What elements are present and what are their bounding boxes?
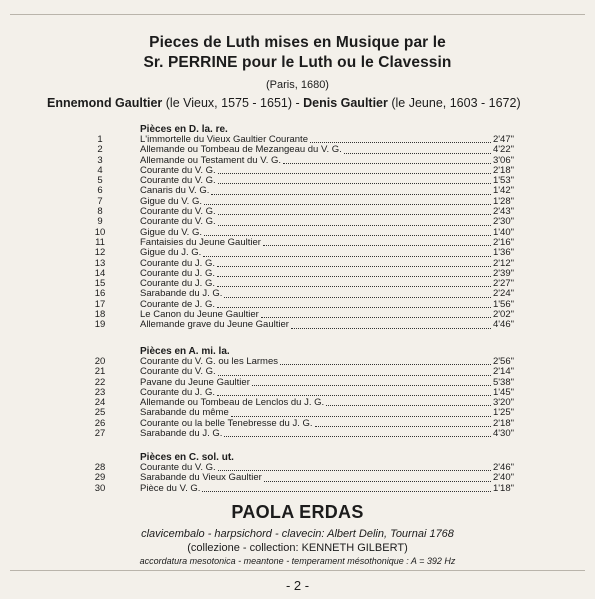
dot-leader <box>315 425 491 427</box>
track-number: 4 <box>97 164 103 176</box>
track-duration: 2'39" <box>492 267 514 279</box>
track-duration: 1'45" <box>492 386 514 398</box>
dot-leader <box>224 296 491 298</box>
dot-leader <box>218 182 491 184</box>
section-title: Pièces en D. la. re. <box>140 124 228 135</box>
dot-leader <box>280 363 491 365</box>
dot-leader <box>203 255 491 257</box>
track-title: Courante du V. G. <box>140 206 216 218</box>
track-duration: 1'40" <box>492 226 514 238</box>
dot-leader <box>310 141 491 143</box>
dot-leader <box>291 327 491 329</box>
performer-instrument: clavicembalo - harpsichord - clavecin: Albert Delin, Tournai 1768 <box>141 528 454 540</box>
track-title: Allemande ou Tombeau de Mezangeau du V. G. <box>140 144 342 156</box>
track-title: Gigue du J. G. <box>140 247 202 259</box>
track-title: Pavane du Jeune Gaultier <box>140 376 250 388</box>
composer-2-desc: (le Jeune, 1603 - 1672) <box>387 96 521 110</box>
track-duration: 1'25" <box>492 407 514 419</box>
track-number: 3 <box>97 154 103 166</box>
track-number: 11 <box>95 236 105 248</box>
track-duration: 1'18" <box>492 482 514 494</box>
track-number: 1 <box>97 134 103 145</box>
track-title: Gigue du V. G. <box>140 226 202 238</box>
tuning-note: accordatura mesotonica - meantone - temperament mésothonique : A = 392 Hz <box>139 556 456 566</box>
track-title: Gigue du V. G. <box>140 195 202 207</box>
heading-line-1: Pieces de Luth mises en Musique par le <box>149 34 446 51</box>
track-title: Sarabande du J. G. <box>140 428 223 440</box>
dot-leader <box>263 244 491 246</box>
track-title: Sarabande du même <box>140 407 229 419</box>
dot-leader <box>217 285 491 287</box>
track-number: 17 <box>94 298 106 310</box>
track-duration: 2'47" <box>492 134 514 145</box>
track-title: Courante du V. G. <box>140 216 216 228</box>
dot-leader <box>264 480 491 482</box>
dot-leader <box>217 306 491 308</box>
heading-subtitle: (Paris, 1680) <box>266 79 329 91</box>
track-title: Fantaisies du Jeune Gaultier <box>140 236 261 248</box>
dot-leader <box>204 234 491 236</box>
track-duration: 2'18" <box>492 417 514 429</box>
track-title: L'immortelle du Vieux Gaultier Courante <box>140 134 308 145</box>
track-number: 22 <box>94 376 106 388</box>
dot-leader <box>218 469 491 471</box>
track-duration: 2'56" <box>492 356 514 367</box>
track-title: Courante du V. G. <box>140 175 216 187</box>
track-row <box>82 484 514 494</box>
track-duration: 1'56" <box>492 298 514 310</box>
track-title: Courante du V. G. <box>140 164 216 176</box>
track-duration: 1'36" <box>492 247 514 259</box>
composers-line <box>47 96 521 110</box>
heading-line-2: Sr. PERRINE pour le Luth ou le Clavessin <box>143 54 452 71</box>
dot-leader <box>326 404 491 406</box>
track-title: Allemande grave du Jeune Gaultier <box>140 319 289 331</box>
track-title: Courante ou la belle Tenebresse du J. G. <box>140 417 313 429</box>
track-title: Courante du V. G. <box>140 366 216 378</box>
composer-1-name: Ennemond Gaultier <box>47 96 163 110</box>
track-duration: 4'46" <box>492 319 514 331</box>
track-duration: 5'38" <box>492 376 514 388</box>
track-title: Courante du J. G. <box>140 386 215 398</box>
dot-leader <box>211 193 491 195</box>
composer-2-name: Denis Gaultier <box>303 96 388 110</box>
track-title: Allemande ou Tombeau de Lenclos du J. G. <box>140 397 325 409</box>
track-title: Courante du V. G. ou les Larmes <box>140 356 279 367</box>
instrument-collection: (collezione - collection: KENNETH GILBERT) <box>187 542 408 554</box>
track-number: 30 <box>94 482 106 494</box>
section-title: Pièces en C. sol. ut. <box>140 452 234 463</box>
track-duration: 2'12" <box>492 257 514 269</box>
track-title: Courante de J. G. <box>140 298 215 310</box>
track-title: Sarabande du Vieux Gaultier <box>140 472 262 484</box>
dot-leader <box>218 224 491 226</box>
section-title: Pièces en A. mi. la. <box>140 346 230 357</box>
track-number: 2 <box>97 144 103 156</box>
track-duration: 4'22" <box>492 144 514 156</box>
track-title: Le Canon du Jeune Gaultier <box>140 309 259 321</box>
track-title: Sarabande du J. G. <box>140 288 223 300</box>
track-duration: 2'40" <box>492 472 514 484</box>
track-title: Courante du V. G. <box>140 462 216 473</box>
dot-leader <box>217 265 491 267</box>
dot-leader <box>231 415 491 417</box>
dot-leader <box>218 172 491 174</box>
track-duration: 3'06" <box>492 154 514 166</box>
track-title: Courante du J. G. <box>140 257 215 269</box>
track-list <box>82 135 514 331</box>
track-duration: 1'53" <box>492 175 514 187</box>
track-number: 25 <box>94 407 106 419</box>
track-number: 19 <box>94 319 106 331</box>
track-number: 15 <box>94 278 106 290</box>
dot-leader <box>261 316 491 318</box>
track-number: 6 <box>97 185 103 197</box>
track-list <box>82 463 514 494</box>
dot-leader <box>204 203 491 205</box>
dot-leader <box>252 384 491 386</box>
track-duration: 2'27" <box>492 278 514 290</box>
page-number: - 2 - <box>285 578 310 593</box>
dot-leader <box>202 490 491 492</box>
bottom-rule <box>10 570 585 571</box>
track-duration: 2'24" <box>492 288 514 300</box>
track-number: 28 <box>94 462 106 473</box>
track-duration: 2'30" <box>492 216 514 228</box>
track-duration: 2'16" <box>492 236 514 248</box>
track-title: Pièce du V. G. <box>140 482 201 494</box>
track-number: 26 <box>94 417 106 429</box>
track-number: 16 <box>94 288 106 300</box>
track-list <box>82 357 514 439</box>
track-number: 13 <box>94 257 106 269</box>
performer-name: PAOLA ERDAS <box>231 502 364 522</box>
track-duration: 2'14" <box>492 366 514 378</box>
track-number: 24 <box>94 397 106 409</box>
track-number: 20 <box>94 356 106 367</box>
track-duration: 3'20" <box>492 397 514 409</box>
track-number: 23 <box>94 386 106 398</box>
track-number: 9 <box>97 216 103 228</box>
track-number: 8 <box>97 206 103 218</box>
dot-leader <box>344 152 491 154</box>
track-duration: 1'42" <box>492 185 514 197</box>
track-title: Allemande ou Testament du V. G. <box>140 154 282 166</box>
track-title: Courante du J. G. <box>140 267 215 279</box>
track-duration: 1'28" <box>492 195 514 207</box>
track-number: 14 <box>94 267 106 279</box>
track-title: Courante du J. G. <box>140 278 215 290</box>
track-duration: 2'46" <box>492 462 514 473</box>
track-duration: 2'02" <box>492 309 514 321</box>
track-number: 5 <box>97 175 103 187</box>
track-number: 21 <box>94 366 106 378</box>
track-number: 18 <box>94 309 106 321</box>
track-number: 7 <box>97 195 103 207</box>
track-duration: 4'30" <box>492 428 514 440</box>
track-duration: 2'43" <box>492 206 514 218</box>
dot-leader <box>218 374 491 376</box>
track-number: 10 <box>94 226 106 238</box>
track-row <box>82 320 514 330</box>
track-row <box>82 429 514 439</box>
dot-leader <box>224 435 491 437</box>
track-duration: 2'18" <box>492 164 514 176</box>
track-number: 12 <box>94 247 106 259</box>
composer-1-desc: (le Vieux, 1575 - 1651) - <box>162 96 304 110</box>
track-title: Canaris du V. G. <box>140 185 210 197</box>
dot-leader <box>217 394 491 396</box>
top-rule <box>10 14 585 15</box>
track-number: 29 <box>94 472 106 484</box>
dot-leader <box>283 162 491 164</box>
dot-leader <box>218 213 491 215</box>
track-number: 27 <box>94 428 106 440</box>
dot-leader <box>217 275 491 277</box>
